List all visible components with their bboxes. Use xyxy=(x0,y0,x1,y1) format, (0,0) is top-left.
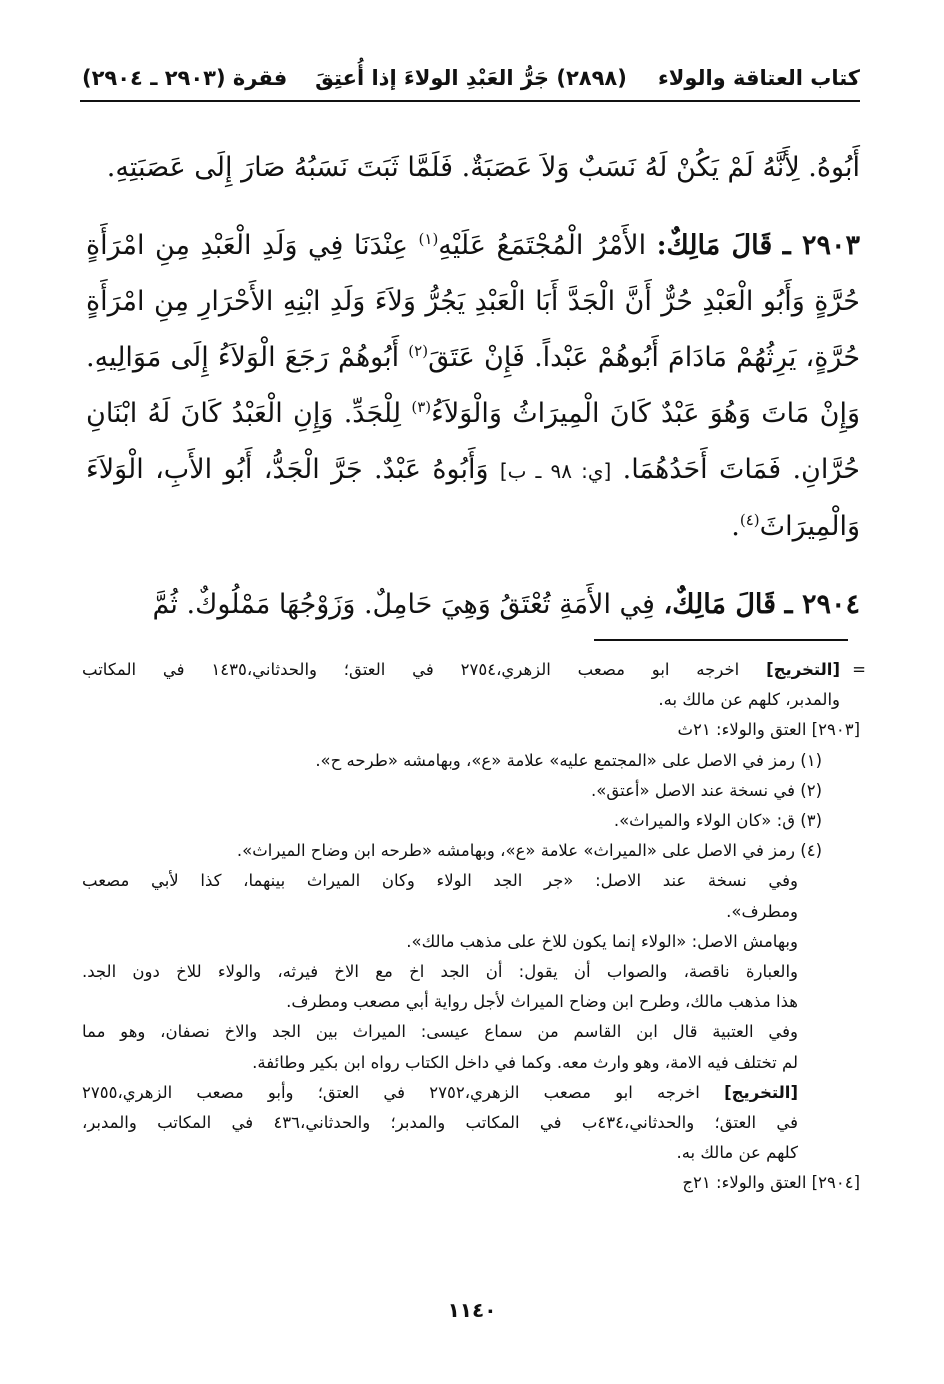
footnote-4-line: وفي نسخة عند الاصل: «جر الجد الولاء وكان الميراث بينهما، كذا لأبي مصعب xyxy=(82,871,798,891)
footnote-1: (١) رمز في الاصل على «المجتمع عليه» علامة «ع»، وبهامشه «طرحه ح». xyxy=(315,750,822,770)
footnote-ref-2: (٢) xyxy=(408,342,429,360)
takhrij-label: [التخريج] xyxy=(766,660,840,679)
footnote-ref-1: (١) xyxy=(418,230,439,248)
footnote-4-line: والعبارة ناقصة، والصواب أن يقول: أن الجد اخ مع الاخ فيرثه، والولاء للاخ دون الجد. xyxy=(82,962,798,982)
footnote-3: (٣) ق: «كان الولاء والميراث». xyxy=(613,811,822,831)
reference-2904: [٢٩٠٤] العتق والولاء: ٢١ج xyxy=(682,1173,860,1193)
footnote-separator xyxy=(594,639,848,641)
text-segment: وَأَبُوهُ عَبْدٌ. جَرَّ الْجَدُّ، أَبُو الأَبِ، الْوَلاَءَ وَالْمِيرَاثَ xyxy=(86,454,860,542)
footnote-line: والمدبر، كلهم عن مالك به. xyxy=(658,690,840,710)
takhrij-2903 xyxy=(82,1078,860,1108)
footnotes xyxy=(82,655,866,1199)
text-segment: الأَمْرُ الْمُجْتَمَعُ عَلَيْهِ xyxy=(438,230,647,261)
footnote-4-line: هذا مذهب مالك، وطرح ابن وضاح الميراث لأجل رواية أبي مصعب ومطرف. xyxy=(286,992,798,1012)
running-header xyxy=(82,62,860,98)
folio-marker: [ي: ٩٨ ـ ب] xyxy=(499,459,612,483)
text-segment: لِلْجَدِّ. وَإِنِ الْعَبْدُ كَانَ لَهُ ابْنَانِ حُرَّانِ. فَمَاتَ أَحَدُهُمَا. xyxy=(86,398,860,485)
takhrij-2903-line: في العتق؛ والحدثاني،٤٣٤ب في المكاتب والمدبر؛ والحدثاني،٤٣٦ في المكاتب والمدبر، xyxy=(82,1113,799,1133)
paragraph-2903 xyxy=(86,218,860,555)
speaker: قَالَ مَالِكٌ، xyxy=(663,589,777,620)
speaker: قَالَ مَالِكٌ: xyxy=(656,230,773,261)
takhrij-2903-line: كلهم عن مالك به. xyxy=(676,1143,798,1163)
book-title: كتاب العتاقة والولاء xyxy=(658,66,860,90)
footnote-ref-4: (٤) xyxy=(739,511,760,529)
text-segment: فِي الأَمَةِ تُعْتَقُ وَهِيَ حَامِلٌ. وَزَوْجُهَا مَمْلُوكٌ. ثُمَّ xyxy=(152,589,655,620)
footnote-4: (٤) رمز في الاصل على «الميراث» علامة «ع»، وبهامشه «طرحه ابن وضاح الميراث». xyxy=(236,841,822,861)
paragraph-range: (٢٩٠٣ ـ ٢٩٠٤) فقرة xyxy=(82,66,288,90)
text-segment: عِنْدَنَا فِي وَلَدِ الْعَبْدِ مِنِ امْرَأَةٍ حُرَّةٍ وَأَبُو الْعَبْدِ حُرٌّ أَنَّ الْجَدَّ أَبَا الْعَبْدِ يَجُرُّ وَلاَءَ وَلَدِ ابْنِهِ الأَحْرَارِ مِنِ امْرَأَةٍ حُرَّةٍ، يَرِثُهُمْ مَادَامَ أَبُوهُمْ عَبْداً. فَإِنْ عَتَقَ xyxy=(86,230,861,373)
reference-2903: [٢٩٠٣] العتق والولاء: ٢١ث xyxy=(677,720,860,740)
footnote-ref-3: (٣) xyxy=(411,398,432,416)
footnote-line xyxy=(82,655,866,685)
text-segment: أَبُوهُمْ رَجَعَ الْوَلاَءُ إِلَى مَوَالِيهِ. وَإِنْ مَاتَ وَهُوَ عَبْدٌ كَانَ الْمِيرَاثُ وَالْوَلاَءُ xyxy=(86,342,860,429)
paragraph-2904 xyxy=(86,577,860,633)
footnote-4-line: وفي العتبية قال ابن القاسم من سماع عيسى: الميراث بين الجد والاخ نصفان، وهو مما xyxy=(82,1022,798,1042)
footnote-4-line: وبهامش الاصل: «الولاء إنما يكون للاخ على مذهب مالك». xyxy=(406,931,798,951)
footnote-4-line: ومطرف». xyxy=(726,901,798,921)
footnote-text: اخرجه ابو مصعب الزهري،٢٧٥٤ في العتق؛ والحدثاني،١٤٣٥ في المكاتب xyxy=(82,660,740,679)
chapter-title: (٢٨٩٨) جَرُّ العَبْدِ الولاءَ إذا أُعتِقَ xyxy=(315,66,627,90)
takhrij-label: [التخريج] xyxy=(724,1082,798,1102)
paragraph-number: ٢٩٠٤ ـ xyxy=(784,589,860,620)
text-segment: . xyxy=(731,511,740,542)
page-number: ١١٤٠ xyxy=(447,1298,497,1322)
footnote-2: (٢) في نسخة عند الاصل «أعتق». xyxy=(590,780,822,800)
paragraph-number: ٢٩٠٣ ـ xyxy=(782,230,860,261)
footnote-text: اخرجه ابو مصعب الزهري،٢٧٥٢ في العتق؛ وأبو مصعب الزهري،٢٧٥٥ xyxy=(82,1082,700,1102)
header-rule xyxy=(80,100,860,102)
footnote-4-line: لم تختلف فيه الامة، وهو وارث معه. وكما في داخل الكتاب رواه ابن بكير وطائفة. xyxy=(252,1052,798,1072)
continuation-mark: = xyxy=(852,660,866,679)
main-text xyxy=(86,140,860,633)
opening-line: أَبُوهُ. لِأَنَّهُ لَمْ يَكُنْ لَهُ نَسَبٌ وَلاَ عَصَبَةٌ. فَلَمَّا ثَبَتَ نَسَبُهُ صَارَ إِلَى عَصَبَتِهِ. xyxy=(106,152,860,183)
